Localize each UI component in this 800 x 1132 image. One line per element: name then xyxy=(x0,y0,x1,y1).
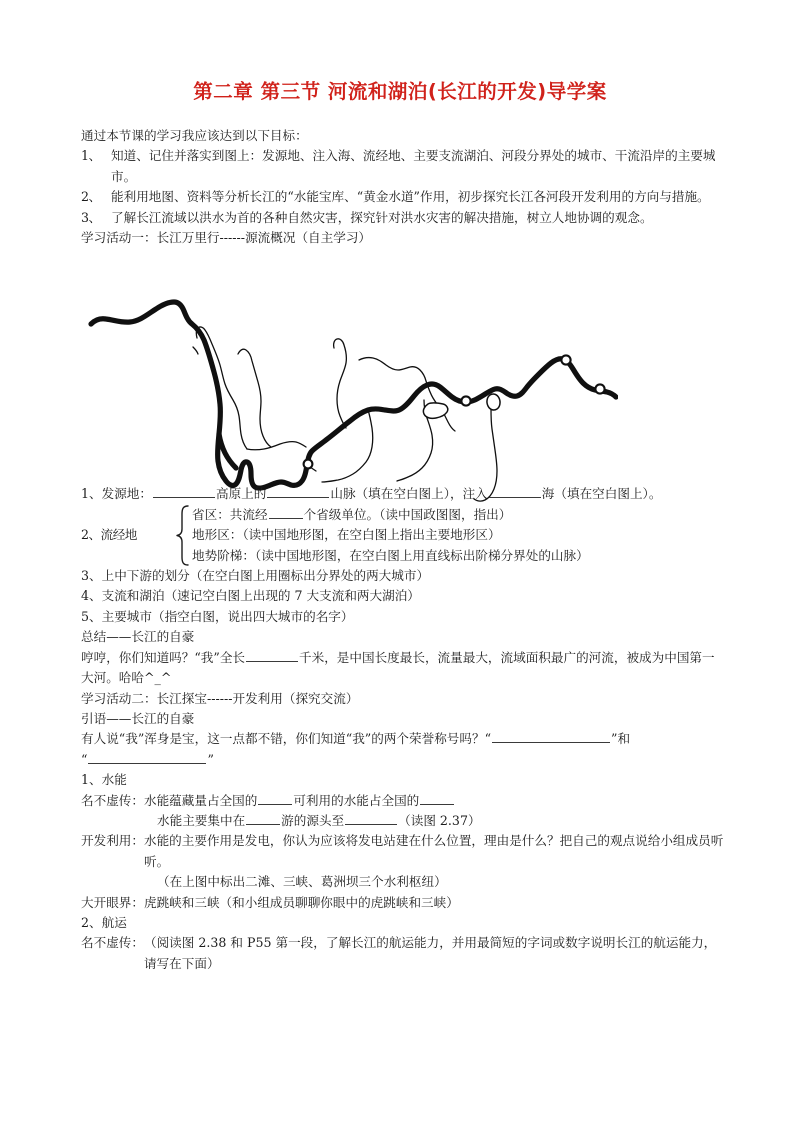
objective-text-1: 知道、记住并落实到图上：发源地、注入海、流经地、主要支流湖泊、河段分界处的城市、干流沿岸的主要城市。 xyxy=(111,148,716,184)
quote-seg-b: ”和 xyxy=(611,731,631,747)
objective-number-1: 1、 xyxy=(81,148,101,164)
q3-number: 3、 xyxy=(81,568,102,584)
quote-blank-title-1[interactable] xyxy=(492,731,610,743)
q2-sub-items xyxy=(189,505,727,566)
section-1-row1-b: 可利用的水能占全国的 xyxy=(293,792,420,808)
q5-number: 5、 xyxy=(81,608,102,624)
activity-one-heading: 学习活动一：长江万里行------源流概况（自主学习） xyxy=(81,230,372,246)
section-1-blank-usable[interactable] xyxy=(420,793,454,805)
map-spacer xyxy=(81,248,727,484)
q1-number: 1、 xyxy=(81,486,102,502)
section-1-title: 水能 xyxy=(101,772,127,788)
section-1-concentration-row xyxy=(81,811,727,831)
q2-province-a: 共流经 xyxy=(229,506,268,522)
section-1-fame-body xyxy=(144,791,727,811)
q1-seg-a: 发源地： xyxy=(101,486,152,502)
curly-brace-icon xyxy=(176,505,189,566)
section-1-number: 1、 xyxy=(81,772,102,788)
section-1-row2-a: 水能主要集中在 xyxy=(157,812,246,828)
q2-landform-a: （读中国地形图，在空白图上指出主要地形区） xyxy=(242,527,501,543)
q1-blank-sea[interactable] xyxy=(489,486,541,498)
summary-heading: 总结——长江的自豪 xyxy=(81,629,195,645)
quote-seg-a: 有人说“我”浑身是宝，这一点都不错，你们知道“我”的两个荣誉称号吗？“ xyxy=(81,731,492,747)
q2-blank-province-count[interactable] xyxy=(269,507,303,519)
summary-paragraph xyxy=(81,648,727,689)
intro-line: 通过本节课的学习我应该达到以下目标： xyxy=(81,128,308,143)
question-4 xyxy=(81,586,727,606)
activity-two-heading: 学习活动二：长江探宝------开发利用（探究交流） xyxy=(81,690,359,706)
section-2-number: 2、 xyxy=(81,914,102,930)
worksheet-body xyxy=(81,126,727,974)
objective-item-1 xyxy=(81,146,727,187)
section-1-row2-b: 游的源头至 xyxy=(281,812,345,828)
section-1-note-row: （在上图中标出二滩、三峡、葛洲坝三个水利枢纽） xyxy=(157,874,447,890)
q2-province-b: 个省级单位。（读中国政图图，指出） xyxy=(303,506,512,522)
summary-seg-a: 哼哼，你们知道吗？“我”全长 xyxy=(81,649,246,665)
section-1-fame-row xyxy=(81,791,727,811)
section-2-fame-row xyxy=(81,933,727,974)
quote-blank-title-2[interactable] xyxy=(88,752,206,764)
summary-blank-length[interactable] xyxy=(246,650,298,662)
q2-terrain-a: （读中国地形图，在空白图上用直线标出阶梯分界处的山脉） xyxy=(254,547,589,563)
q2-province-label: 省区： xyxy=(192,506,230,522)
section-1-row2-c: （读图 2.37） xyxy=(398,812,481,828)
section-2-fame-label: 名不虚传： xyxy=(81,935,144,951)
quote-heading: 引语——长江的自豪 xyxy=(81,710,195,726)
q1-seg-b: 高原上的 xyxy=(215,486,267,502)
q1-blank-mountain[interactable] xyxy=(267,486,329,498)
objective-item-2 xyxy=(81,187,727,207)
q3-text: 上中下游的划分（在空白图上用圈标出分界处的两大城市） xyxy=(101,568,430,584)
section-1-row1-a: 水能蕴藏量占全国的 xyxy=(143,792,258,808)
q2-sub-item-landform xyxy=(192,525,727,545)
q1-seg-c: 山脉（填在空白图上），注入 xyxy=(330,486,488,502)
q4-text: 支流和湖泊（速记空白图上出现的 7 大支流和两大湖泊） xyxy=(101,588,420,604)
quote-seg-d: ” xyxy=(207,751,214,767)
section-1-development-text: 水能的主要作用是发电，你认为应该将发电站建在什么位置，理由是什么？把自己的观点说给小组成员听听。 xyxy=(143,833,724,869)
question-3 xyxy=(81,566,727,586)
q2-label: 2、流经地 xyxy=(81,527,137,543)
q1-seg-d: 海（填在空白图上）。 xyxy=(541,486,662,502)
section-2-fame-text: （阅读图 2.38 和 P55 第一段，了解长江的航运能力，并用最简短的字词或数字说明长江的航运能力，请写在下面） xyxy=(143,935,717,971)
question-5 xyxy=(81,607,727,627)
q1-blank-plateau[interactable] xyxy=(153,486,215,498)
section-1-blank-reach[interactable] xyxy=(246,813,280,825)
q2-sub-item-province xyxy=(192,505,727,525)
section-1-eyeopener-text: 虎跳峡和三峡（和小组成员聊聊你眼中的虎跳峡和三峡） xyxy=(143,894,459,910)
q2-landform-label: 地形区： xyxy=(192,527,243,543)
section-1-heading xyxy=(81,770,727,790)
section-2-heading xyxy=(81,913,727,933)
summary-emoticon: ^_^ xyxy=(143,670,172,686)
section-1-development-label: 开发利用： xyxy=(81,833,144,849)
q5-text: 主要城市（指空白图，说出四大城市的名字） xyxy=(101,608,354,624)
q2-sub-item-terrain-step xyxy=(192,546,727,566)
objective-item-3 xyxy=(81,208,727,228)
question-1 xyxy=(81,484,727,504)
section-1-development-row xyxy=(81,831,727,872)
summary-seg-b: 千米，是中国长度最长，流量最大，流域面积最广的河流，被成为中国第一大河。哈哈 xyxy=(81,649,715,686)
section-1-fame-label: 名不虚传： xyxy=(81,792,144,808)
objective-number-2: 2、 xyxy=(81,189,101,205)
quote-paragraph xyxy=(81,729,727,770)
section-1-eyeopener-row xyxy=(81,893,727,913)
section-1-eyeopener-label: 大开眼界： xyxy=(81,894,144,910)
page-title: 第二章 第三节 河流和湖泊(长江的开发)导学案 xyxy=(193,80,607,103)
objective-text-3: 了解长江流域以洪水为首的各种自然灾害，探究针对洪水灾害的解决措施，树立人地协调的观念。 xyxy=(111,209,653,225)
quote-seg-c: “ xyxy=(81,751,88,767)
question-2 xyxy=(81,505,727,566)
section-1-blank-reserve[interactable] xyxy=(258,793,292,805)
objective-number-3: 3、 xyxy=(81,209,101,225)
section-1-blank-endpoint[interactable] xyxy=(345,813,397,825)
objective-text-2: 能利用地图、资料等分析长江的“水能宝库、“黄金水道”作用，初步探究长江各河段开发利用的方向与措施。 xyxy=(111,189,710,205)
q2-terrain-label: 地势阶梯： xyxy=(192,547,255,563)
section-2-title: 航运 xyxy=(101,914,127,930)
q4-number: 4、 xyxy=(81,588,102,604)
